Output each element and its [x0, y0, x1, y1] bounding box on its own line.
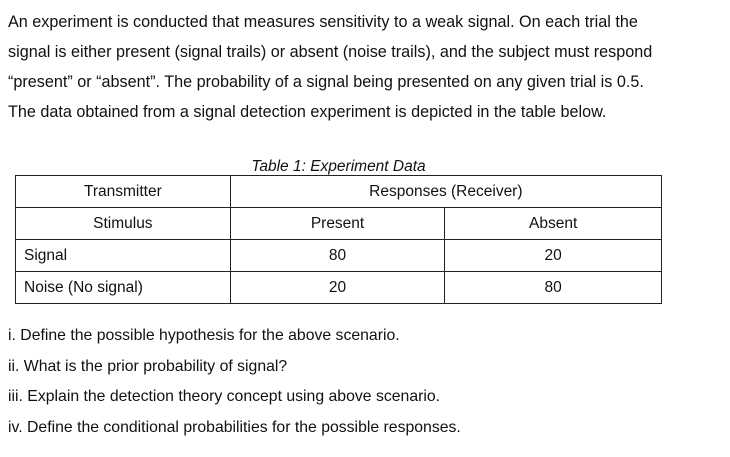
table-row	[16, 240, 662, 272]
row-label: Noise (No signal)	[16, 272, 231, 304]
table-caption: Table 1: Experiment Data	[251, 158, 426, 175]
intro-line: “present” or “absent”. The probability of a signal being presented on any given trial is 0.5.	[8, 73, 644, 91]
question-item: ii. What is the prior probability of signal?	[8, 357, 288, 375]
experiment-data-table	[15, 175, 662, 304]
intro-line: An experiment is conducted that measures sensitivity to a weak signal. On each trial the	[8, 13, 638, 31]
row-label: Signal	[16, 240, 231, 272]
stimulus-header: Stimulus	[16, 208, 231, 240]
present-cell: 80	[230, 240, 445, 272]
responses-header: Responses (Receiver)	[230, 176, 661, 208]
present-column-header: Present	[230, 208, 445, 240]
table-row	[16, 272, 662, 304]
question-item: i. Define the possible hypothesis for the above scenario.	[8, 327, 400, 344]
question-item: iii. Explain the detection theory concept using above scenario.	[8, 388, 441, 405]
present-cell: 20	[230, 272, 445, 304]
intro-line: The data obtained from a signal detection experiment is depicted in the table below.	[8, 103, 607, 121]
table-header-row	[16, 176, 662, 208]
table-subheader-row	[16, 208, 662, 240]
intro-paragraph	[8, 7, 724, 127]
absent-cell: 80	[445, 272, 662, 304]
transmitter-header: Transmitter	[16, 176, 231, 208]
absent-column-header: Absent	[445, 208, 662, 240]
question-item: iv. Define the conditional probabilities for the possible responses.	[8, 418, 461, 436]
intro-line: signal is either present (signal trails) or absent (noise trails), and the subject must respond	[8, 43, 653, 61]
questions-list	[8, 321, 724, 443]
absent-cell: 20	[445, 240, 662, 272]
